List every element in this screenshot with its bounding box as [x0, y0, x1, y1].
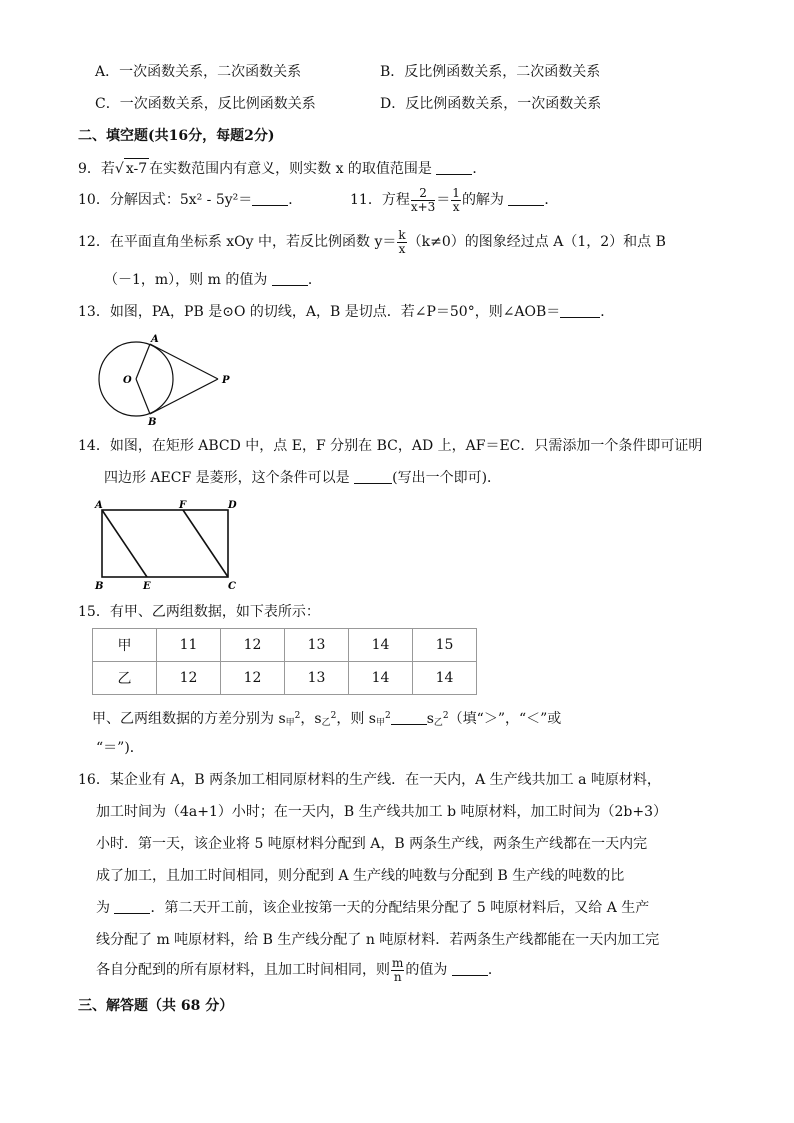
section-title-fill-blank: 二、填空题(共16分，每题2分)	[78, 128, 275, 144]
table-cell: 12	[157, 662, 221, 695]
q12-fraction	[397, 229, 406, 256]
q11-end: ．	[544, 192, 559, 208]
question-15-intro: 15．有甲、乙两组数据，如下表所示：	[78, 604, 320, 620]
segment-fc	[183, 510, 228, 577]
label-c: C	[228, 581, 236, 592]
label-o: O	[123, 375, 132, 386]
question-16-line-1: 16．某企业有 A，B 两条加工相同原材料的生产线．在一天内，A 生产线共加工 a 吨原材料，	[78, 772, 661, 788]
table-cell: 14	[349, 629, 413, 662]
q16-l5a: 为	[96, 900, 110, 916]
question-16-line-5	[96, 898, 649, 918]
table-cell: 12	[221, 629, 285, 662]
q10-text: 10．分解因式：5x² - 5y²＝	[78, 192, 253, 208]
q12-end: ．	[307, 272, 322, 288]
q16-answer-blank	[452, 961, 488, 976]
label-p: P	[222, 375, 230, 386]
q16-fraction	[391, 957, 404, 984]
q11-eq: ＝	[436, 192, 451, 208]
q11-fraction-1	[411, 187, 435, 214]
q13-end: ．	[600, 304, 615, 320]
question-15-variance-line-2: “＝”)．	[96, 740, 144, 756]
option-b: B．反比例函数关系，二次函数关系	[380, 64, 601, 80]
table-cell: 14	[349, 662, 413, 695]
q11-pre: 11．方程	[350, 192, 410, 208]
question-15-variance-line	[92, 706, 561, 733]
q11-den1: x+3	[410, 199, 436, 214]
question-12-line-1	[78, 228, 666, 256]
question-14-line-1: 14．如图，在矩形 ABCD 中，点 E，F 分别在 BC，AD 上，AF＝EC．只需添加一个条件即可证明	[78, 438, 703, 454]
row-label: 乙	[93, 662, 157, 695]
q9-pre: 9．若	[78, 161, 115, 177]
tangent-pa	[150, 344, 218, 379]
sup-2: 2	[442, 711, 449, 721]
table-cell: 12	[221, 662, 285, 695]
q15-after1a: 甲、乙两组数据的方差分别为 s	[92, 711, 286, 727]
q12-line2: （－1，m），则 m 的值为	[104, 272, 268, 288]
question-12-line-2	[104, 270, 322, 290]
q13-text: 13．如图，PA，PB 是⊙O 的切线，A，B 是切点．若∠P＝50°，则∠AOB＝	[78, 304, 561, 320]
label-b: B	[95, 581, 104, 592]
question-16-line-4: 成了加工，且加工时间相同，则分配到 A 生产线的吨数与分配到 B 生产线的吨数的比	[96, 868, 625, 884]
radius-oa	[136, 344, 150, 379]
q13-answer-blank	[560, 303, 600, 318]
q11-post: 的解为	[461, 192, 504, 208]
q12-post: （k≠0）的图象经过点 A（1，2）和点 B	[407, 234, 666, 250]
question-10	[78, 190, 302, 210]
label-d: D	[228, 500, 237, 511]
table-cell: 15	[413, 629, 477, 662]
sub-jia: 甲	[375, 718, 385, 728]
label-b: B	[148, 417, 157, 426]
q16-l7c: ．	[487, 962, 502, 978]
q11-den2: x	[452, 199, 460, 214]
question-14-line-2	[104, 468, 501, 488]
q12-den: x	[398, 241, 406, 256]
q16-fden: n	[393, 969, 402, 984]
rectangle-abcd	[102, 510, 228, 577]
q14-answer-blank	[354, 469, 392, 484]
q16-l5b: ．第二天开工前，该企业按第一天的分配结果分配了 5 吨原材料后，又给 A 生产	[150, 900, 650, 916]
sub-yi: 乙	[433, 718, 443, 728]
table-cell: 13	[285, 662, 349, 695]
q10-answer-blank	[252, 191, 288, 206]
rectangle-figure	[92, 496, 242, 594]
q15-after1c: ，则 s	[336, 711, 376, 727]
option-c: C．一次函数关系，反比例函数关系	[95, 96, 316, 112]
q16-l7a: 各自分配到的所有原材料，且加工时间相同，则	[96, 962, 390, 978]
label-f: F	[179, 500, 187, 511]
option-d: D．反比例函数关系，一次函数关系	[380, 96, 602, 112]
label-e: E	[143, 581, 151, 592]
q14-line2b: (写出一个即可)．	[392, 470, 502, 486]
q12-num: k	[398, 227, 406, 242]
table-cell: 11	[157, 629, 221, 662]
q16-fnum: m	[392, 955, 404, 970]
question-16-line-2: 加工时间为（4a+1）小时；在一天内，B 生产线共加工 b 吨原材料，加工时间为（2b+3）	[96, 804, 667, 820]
q16-l7b: 的值为	[405, 962, 448, 978]
q9-answer-blank	[436, 160, 472, 175]
q11-fraction-2	[451, 187, 461, 214]
q12-answer-blank	[272, 271, 308, 286]
sup-2: 2	[384, 711, 391, 721]
section-title-solutions: 三、解答题（共 68 分）	[78, 998, 234, 1014]
table-cell: 13	[285, 629, 349, 662]
table-row	[93, 662, 477, 695]
row-label: 甲	[93, 629, 157, 662]
question-11	[350, 186, 558, 214]
table-cell: 14	[413, 662, 477, 695]
q15-after1e: （填“＞”，“＜”或	[448, 711, 562, 727]
question-9: 9．若√ x-7 在实数范围内有意义，则实数 x 的取值范围是 ．	[78, 158, 486, 179]
segment-ae	[102, 510, 147, 577]
radius-ob	[136, 379, 150, 414]
q15-after1b: ，s	[300, 711, 322, 727]
data-table	[92, 628, 477, 695]
question-16-line-6: 线分配了 m 吨原材料，给 B 生产线分配了 n 吨原材料．若两条生产线都能在一天内加工完	[96, 932, 660, 948]
tangent-pb	[150, 379, 218, 414]
sub-jia: 甲	[285, 718, 295, 728]
sup-2: 2	[294, 711, 301, 721]
q15-answer-blank	[391, 710, 427, 725]
option-a: A．一次函数关系，二次函数关系	[95, 64, 302, 80]
label-a: A	[95, 500, 103, 511]
question-16-line-7	[96, 956, 502, 984]
q15-after1d: s	[426, 711, 434, 727]
question-16-line-3: 小时．第一天，该企业将 5 吨原材料分配到 A，B 两条生产线，两条生产线都在一天内完	[96, 836, 648, 852]
q9-post: 在实数范围内有意义，则实数 x 的取值范围是	[149, 161, 432, 177]
q11-answer-blank	[508, 191, 544, 206]
label-a: A	[151, 334, 159, 345]
circle-tangent-figure	[92, 332, 242, 426]
sub-yi: 乙	[321, 718, 331, 728]
q9-end: ．	[472, 161, 487, 177]
q11-num1: 2	[411, 187, 435, 201]
question-13	[78, 302, 614, 322]
q11-num2: 1	[452, 185, 460, 200]
q9-radicand: x-7	[124, 158, 149, 179]
sup-2: 2	[330, 711, 337, 721]
q12-pre: 12．在平面直角坐标系 xOy 中，若反比例函数 y＝	[78, 234, 397, 250]
q14-line2a: 四边形 AECF 是菱形，这个条件可以是	[104, 470, 350, 486]
q10-end: ．	[288, 192, 303, 208]
q16-ratio-blank	[114, 899, 150, 914]
table-row	[93, 629, 477, 662]
